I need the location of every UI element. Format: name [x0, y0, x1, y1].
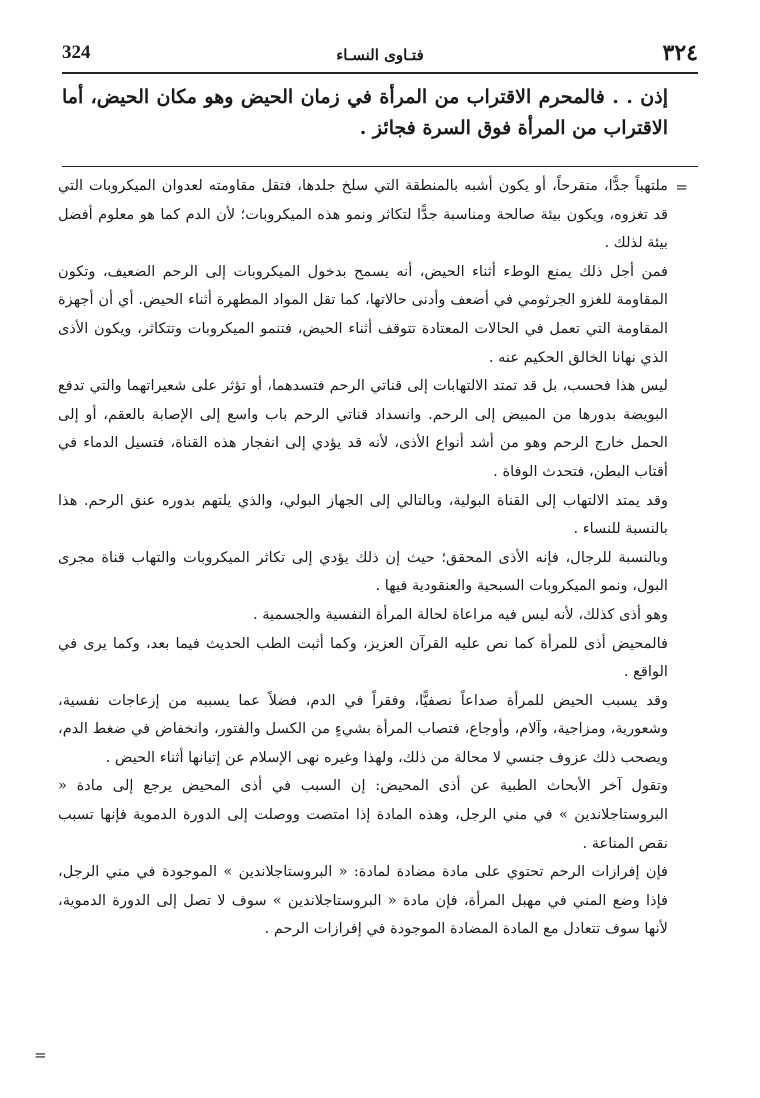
footnote-paragraph: وهو أذى كذلك، لأنه ليس فيه مراعاة لحالة المرأة النفسية والجسمية .	[252, 605, 668, 623]
footnote	[58, 172, 668, 944]
footnote-divider	[62, 166, 698, 167]
footnote-paragraph: وقد يسبب الحيض للمرأة صداعاً نصفيًّا، وفقراً في الدم، فضلاً عما يسببه من إزعاجات نفسية، وشعورية، ومزاجية، وآلام، وأوجاع، فتصاب المرأة بشيءٍ من الكسل والفتور، وانخفاض في ضغط الدم، ويصحب ذلك عزوف جنسي لا محالة من ذلك، ولهذا وغيره نهى الإسلام عن إتيانها أثناء الحيض .	[58, 691, 668, 766]
footnote-paragraph: ملتهباً جدًّا، متقرحاً، أو يكون أشبه بالمنطقة التي سلخ جلدها، فتقل مقاومته لعدوان الميكروبات التي قد تغزوه، ويكون بيئة صالحة ومناسبة جدًّا لتكاثر ونمو هذه الميكروبات؛ لأن الدم كما هو معلوم أفضل بيئة لذلك .	[58, 177, 668, 252]
footnote-paragraph: فإن إفرازات الرحم تحتوي على مادة مضادة لمادة: « البروستاجلاندين » الموجودة في مني الرجل، فإذا وضع المني في مهبل المرأة، فإن مادة « البروستاجلاندين » سوف لا تصل إلى الدورة الدموية، لأنها سوف تتعادل مع المادة المضادة الموجودة في إفرازات الرحم .	[58, 863, 668, 938]
footnote-paragraph: وبالنسبة للرجال، فإنه الأذى المحقق؛ حيث إن ذلك يؤدي إلى تكاثر الميكروبات والتهاب قناة مجرى البول، ونمو الميكروبات السبحية والعنقودية فيها .	[58, 548, 668, 595]
main-text: إذن . . فالمحرم الاقتراب من المرأة في زمان الحيض وهو مكان الحيض، أما الاقتراب من المرأة فوق السرة فجائز .	[62, 86, 668, 139]
footnote-paragraph: فالمحيض أذى للمرأة كما نص عليه القرآن العزيز، وكما أثبت الطب الحديث فيما بعد، وكما يرى في الواقع .	[58, 634, 668, 681]
footnote-paragraph: وقد يمتد الالتهاب إلى القناة البولية، وبالتالي إلى الجهاز البولي، والذي يلتهم بدوره عنق الرحم. هذا بالنسبة للنساء .	[58, 491, 668, 538]
page-number-arabic: ٣٢٤	[662, 40, 698, 66]
footnote-paragraph: ليس هذا فحسب، بل قد تمتد الالتهابات إلى قناتي الرحم فتسدهما، أو تؤثر على شعيراتهما والتي تدفع البويضة بدورها من المبيض إلى الرحم. وانسداد قناتي الرحم باب واسع إلى الإصابة بالعقم، أو إلى الحمل خارج الرحم وهو من أشد أنواع الأذى، لأنه قد يؤدي إلى انفجار هذه القناة، فتسيل الدماء في أقتاب البطن، فتحدث الوفاة .	[58, 377, 668, 480]
footnote-continuation-mark: =	[675, 178, 688, 196]
footnote-paragraph: وتقول آخر الأبحاث الطبية عن أذى المحيض: إن السبب في أذى المحيض يرجع إلى مادة « البروستاجلاندين » في مني الرجل، وهذه المادة إذا امتصت ووصلت إلى الدورة الدموية فإنها تسبب نقص المناعة .	[58, 777, 668, 852]
footnote-paragraph: فمن أجل ذلك يمنع الوطء أثناء الحيض، أنه يسمح بدخول الميكروبات إلى الرحم الضعيف، وتكون المقاومة للغزو الجرثومي في أضعف وأدنى حالاتها، كما تقل المواد المطهرة أثناء الحيض. أي أن أجهزة المقاومة التي تعمل في الحالات المعتادة تتوقف أثناء الحيض، فتنمو الميكروبات وتتكاثر، ويكون الأذى الذي نهانا الخالق الحكيم عنه .	[58, 262, 668, 366]
footnote-end-mark: =	[34, 1046, 47, 1064]
running-title: فتـاوى النسـاء	[336, 46, 424, 64]
page-header	[62, 38, 698, 74]
page-number-latin: 324	[62, 42, 91, 63]
